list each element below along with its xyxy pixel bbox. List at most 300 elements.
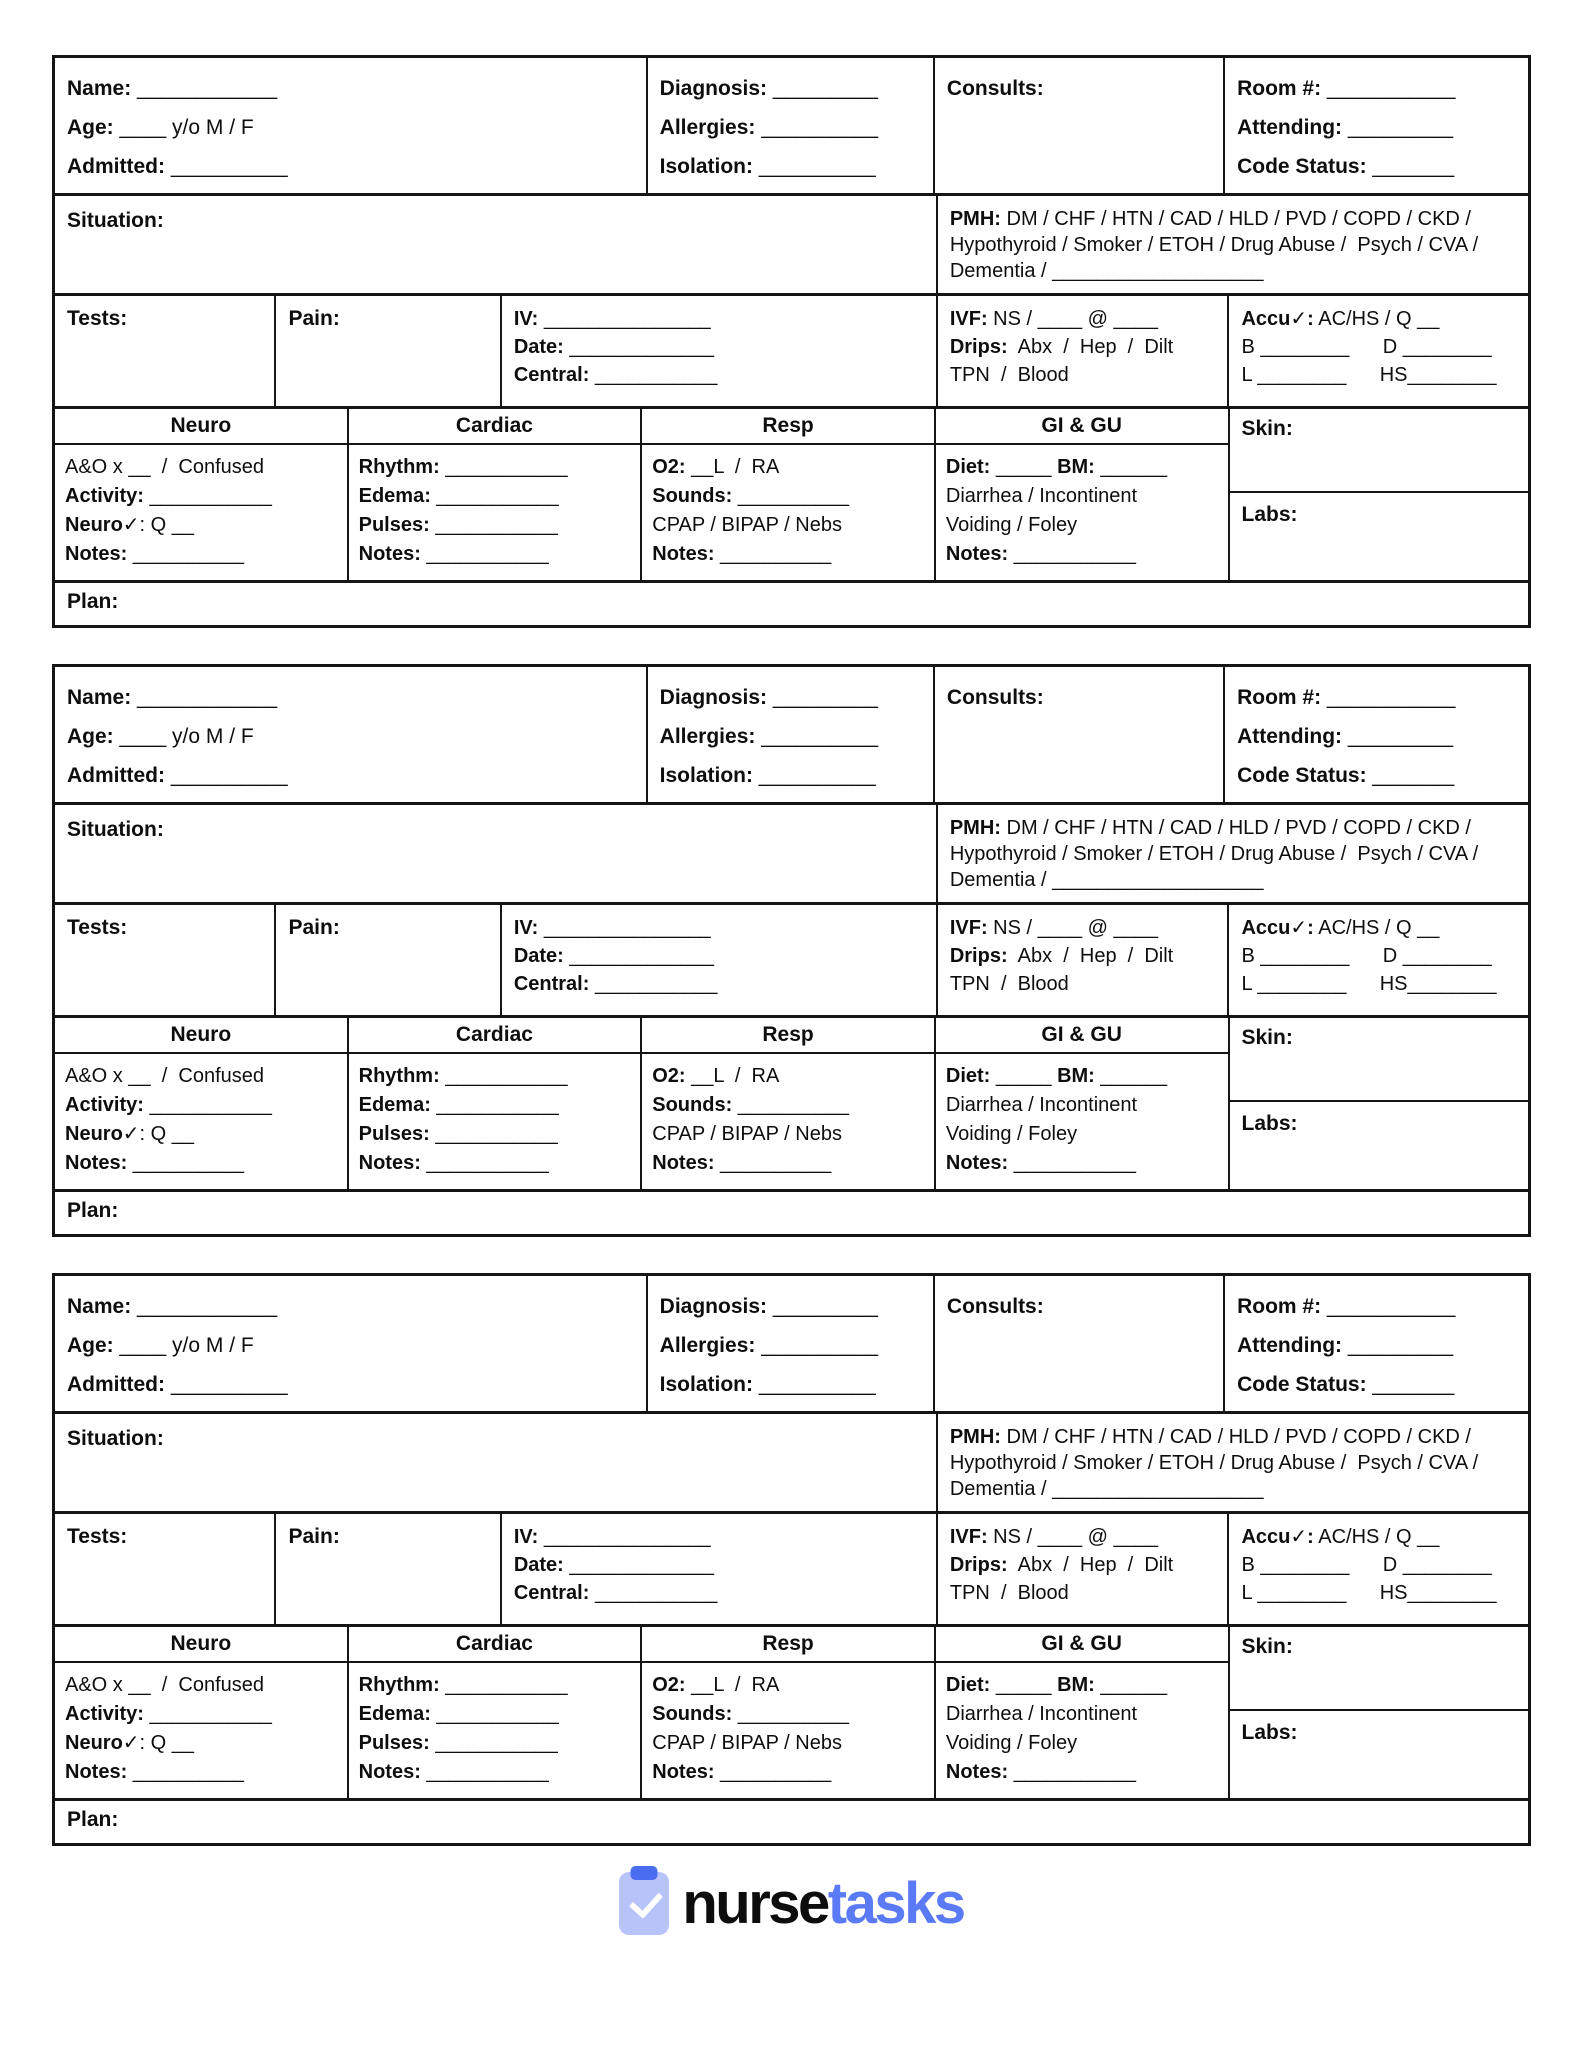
resp-body — [642, 445, 934, 577]
tpn-blood-options: TPN / Blood — [949, 973, 1069, 995]
situation-pmh-row — [55, 1414, 1528, 1514]
sounds-label: Sounds: — [652, 1094, 733, 1116]
iv-date-blank-line: _____________ — [563, 945, 714, 967]
bm-label: BM: — [1057, 456, 1095, 478]
admitted-blank-line: __________ — [165, 1373, 288, 1396]
sounds-line — [652, 1700, 924, 1729]
nursetasks-logo — [52, 1872, 1531, 1935]
pulses-line — [359, 511, 631, 540]
gigu-column — [934, 409, 1228, 580]
neuro-notes-label: Notes: — [65, 543, 128, 565]
age-label: Age: — [67, 1334, 114, 1357]
ivf-options: NS / ____ @ ____ — [987, 1526, 1159, 1548]
isolation-label: Isolation: — [659, 1373, 754, 1396]
age-options: ____ y/o M / F — [113, 725, 254, 748]
central-blank-line: ___________ — [589, 364, 718, 386]
attending-blank-line: _________ — [1342, 1334, 1454, 1357]
pmh-line — [950, 206, 1516, 284]
iv-cell — [500, 1514, 936, 1624]
accucheck-options: AC/HS / Q __ — [1313, 308, 1440, 330]
labs-label: Labs: — [1241, 503, 1298, 526]
central-blank-line: ___________ — [589, 1582, 718, 1604]
diarrhea-line — [946, 1700, 1218, 1729]
sounds-blank-line: __________ — [732, 1094, 850, 1116]
assessment-columns — [55, 1018, 1228, 1189]
consults-cell — [933, 58, 1223, 193]
drips-line — [950, 1551, 1216, 1579]
o2-options: __L / RA — [685, 1674, 780, 1696]
cardiac-notes-line — [359, 1149, 631, 1178]
ivf-line — [950, 914, 1216, 942]
room-attending-cell — [1223, 667, 1528, 802]
resp-notes-label: Notes: — [652, 1152, 715, 1174]
name-line — [67, 69, 634, 108]
pulses-blank-line: ___________ — [429, 514, 558, 536]
pmh-label: PMH: — [949, 817, 1001, 839]
diet-label: Diet: — [945, 1674, 991, 1696]
neuro-notes-line — [65, 540, 337, 569]
isolation-blank-line: __________ — [753, 155, 876, 178]
pmh-blank-line: ___________________ — [1052, 260, 1264, 282]
situation-pmh-row — [55, 805, 1528, 905]
cardiac-body — [349, 445, 641, 577]
code-status-line — [1237, 756, 1516, 795]
tests-cell — [55, 296, 274, 406]
sounds-label: Sounds: — [652, 485, 733, 507]
resp-notes-label: Notes: — [652, 543, 715, 565]
drips-label: Drips: — [949, 336, 1008, 358]
code-status-line — [1237, 1365, 1516, 1404]
tests-iv-row — [55, 296, 1528, 409]
neuro-header: Neuro — [55, 1627, 347, 1663]
situation-label: Situation: — [67, 1427, 164, 1450]
iv-cell — [500, 905, 936, 1015]
attending-line — [1237, 717, 1516, 756]
pmh-history-options: DM / CHF / HTN / CAD / HLD / PVD / COPD / CKD / Hypothyroid / Smoker / ETOH / Drug Abuse / Psych / CVA / Dementia / — [949, 817, 1484, 891]
age-line — [67, 1326, 634, 1365]
ivf-line — [950, 1523, 1216, 1551]
ivf-label: IVF: — [949, 1526, 988, 1548]
edema-line — [359, 1700, 631, 1729]
pain-cell — [274, 1514, 499, 1624]
pulses-label: Pulses: — [358, 514, 430, 536]
iv-date-blank-line: _____________ — [563, 336, 714, 358]
voiding-line — [946, 1729, 1218, 1758]
room-blank-line: ___________ — [1321, 686, 1456, 709]
accucheck-label: Accu✓: — [1241, 1526, 1314, 1548]
neuro-check-line — [65, 511, 337, 540]
pmh-blank-line: ___________________ — [1052, 1478, 1264, 1500]
diagnosis-line — [660, 69, 921, 108]
neuro-check-freq: : Q __ — [139, 1732, 195, 1754]
allergies-line — [660, 717, 921, 756]
allergies-blank-line: __________ — [755, 725, 879, 748]
iv-date-blank-line: _____________ — [563, 1554, 714, 1576]
diarrhea-options: Diarrhea / Incontinent — [945, 1094, 1138, 1116]
sounds-line — [652, 482, 924, 511]
activity-line — [65, 482, 337, 511]
pmh-line — [950, 815, 1516, 893]
gigu-notes-line — [946, 540, 1218, 569]
age-options: ____ y/o M / F — [113, 1334, 254, 1357]
pmh-label: PMH: — [949, 208, 1001, 230]
plan-label: Plan: — [67, 1808, 119, 1831]
patient-cards-container — [52, 55, 1531, 1846]
ivf-options: NS / ____ @ ____ — [987, 308, 1159, 330]
orientation-line — [65, 1062, 337, 1091]
room-line — [1237, 678, 1516, 717]
pmh-cell — [936, 196, 1528, 293]
code-status-label: Code Status: — [1237, 1373, 1367, 1396]
activity-blank-line: ___________ — [143, 485, 272, 507]
o2-label: O2: — [652, 1065, 686, 1087]
neuro-column — [55, 409, 347, 580]
age-label: Age: — [67, 725, 114, 748]
ivf-cell — [936, 296, 1228, 406]
diagnosis-cell — [646, 1276, 933, 1411]
cardiac-header: Cardiac — [349, 1627, 641, 1663]
activity-blank-line: ___________ — [143, 1703, 272, 1725]
pmh-cell — [936, 1414, 1528, 1511]
admitted-line — [67, 1365, 634, 1404]
consults-cell — [933, 1276, 1223, 1411]
pmh-line — [950, 1424, 1516, 1502]
skin-cell — [1230, 1018, 1529, 1102]
activity-line — [65, 1700, 337, 1729]
situation-cell — [55, 196, 936, 293]
cpap-line — [652, 1729, 924, 1758]
gigu-header: GI & GU — [936, 409, 1228, 445]
age-line — [67, 717, 634, 756]
cardiac-header: Cardiac — [349, 1018, 641, 1054]
iv-line — [514, 305, 924, 333]
diagnosis-blank-line: _________ — [767, 77, 878, 100]
cpap-line — [652, 511, 924, 540]
tests-line — [67, 914, 262, 942]
bm-label: BM: — [1057, 1065, 1095, 1087]
gigu-notes-label: Notes: — [945, 1761, 1009, 1783]
central-label: Central: — [513, 364, 590, 386]
assessment-columns — [55, 409, 1228, 580]
situation-cell — [55, 1414, 936, 1511]
pain-line — [288, 914, 487, 942]
pain-line — [288, 305, 487, 333]
neuro-header: Neuro — [55, 1018, 347, 1054]
neuro-notes-label: Notes: — [65, 1761, 128, 1783]
voiding-line — [946, 1120, 1218, 1149]
patient-report-card — [52, 55, 1531, 628]
neuro-check-freq: : Q __ — [139, 514, 195, 536]
cardiac-notes-blank-line: ___________ — [420, 1761, 549, 1783]
rhythm-blank-line: ___________ — [439, 1674, 568, 1696]
gigu-notes-line — [946, 1149, 1218, 1178]
isolation-line — [660, 147, 921, 186]
edema-label: Edema: — [358, 1703, 431, 1725]
consults-label: Consults: — [946, 1295, 1044, 1318]
accucheck-lhs-blanks: L ________ HS________ — [1241, 364, 1497, 386]
orientation-line — [65, 1671, 337, 1700]
diagnosis-line — [660, 678, 921, 717]
drips-line — [950, 333, 1216, 361]
plan-row — [55, 1192, 1528, 1234]
pmh-history-options: DM / CHF / HTN / CAD / HLD / PVD / COPD / CKD / Hypothyroid / Smoker / ETOH / Drug Abuse / Psych / CVA / Dementia / — [949, 1426, 1484, 1500]
isolation-label: Isolation: — [659, 155, 754, 178]
orientation-options: A&O x __ / Confused — [65, 456, 264, 478]
neuro-notes-line — [65, 1149, 337, 1178]
resp-body — [642, 1054, 934, 1186]
tests-iv-row — [55, 1514, 1528, 1627]
o2-line — [652, 1671, 924, 1700]
accucheck-lhs-line — [1241, 970, 1516, 998]
patient-report-card — [52, 1273, 1531, 1846]
iv-line — [514, 1523, 924, 1551]
age-label: Age: — [67, 116, 114, 139]
name-age-admitted-cell — [55, 58, 646, 193]
ivf-label: IVF: — [949, 308, 988, 330]
neuro-body — [55, 445, 347, 577]
skin-cell — [1230, 409, 1529, 493]
situation-line — [67, 1424, 924, 1453]
name-line — [67, 678, 634, 717]
voiding-line — [946, 511, 1218, 540]
allergies-line — [660, 1326, 921, 1365]
drips-label: Drips: — [949, 945, 1008, 967]
skin-label: Skin: — [1241, 1635, 1293, 1658]
iv-blank-line: _______________ — [538, 308, 711, 330]
central-blank-line: ___________ — [589, 973, 718, 995]
activity-label: Activity: — [65, 485, 144, 507]
accucheck-bd-line — [1241, 1551, 1516, 1579]
rhythm-blank-line: ___________ — [439, 1065, 568, 1087]
neuro-column — [55, 1018, 347, 1189]
consults-line — [947, 69, 1211, 108]
gigu-body — [936, 1663, 1228, 1795]
drips-options: Abx / Hep / Dilt — [1007, 336, 1174, 358]
gigu-notes-blank-line: ___________ — [1008, 1761, 1137, 1783]
central-line — [514, 1579, 924, 1607]
situation-cell — [55, 805, 936, 902]
rhythm-line — [359, 453, 631, 482]
patient-header-row — [55, 667, 1528, 805]
allergies-blank-line: __________ — [755, 1334, 879, 1357]
accucheck-line — [1241, 914, 1516, 942]
neuro-column — [55, 1627, 347, 1798]
accucheck-cell — [1227, 296, 1528, 406]
allergies-label: Allergies: — [659, 1334, 756, 1357]
diet-label: Diet: — [945, 456, 991, 478]
patient-report-card — [52, 664, 1531, 1237]
neuro-check-label: Neuro✓ — [65, 514, 140, 536]
pulses-blank-line: ___________ — [429, 1123, 558, 1145]
code-status-label: Code Status: — [1237, 764, 1367, 787]
diet-label: Diet: — [945, 1065, 991, 1087]
o2-options: __L / RA — [685, 1065, 780, 1087]
labs-label: Labs: — [1241, 1721, 1298, 1744]
admitted-label: Admitted: — [67, 155, 165, 178]
name-label: Name: — [67, 1295, 132, 1318]
resp-notes-line — [652, 1149, 924, 1178]
sounds-label: Sounds: — [652, 1703, 733, 1725]
iv-blank-line: _______________ — [538, 917, 711, 939]
drips-label: Drips: — [949, 1554, 1008, 1576]
room-number-label: Room #: — [1237, 1295, 1322, 1318]
labs-cell — [1230, 493, 1529, 580]
gigu-notes-label: Notes: — [945, 543, 1009, 565]
resp-notes-line — [652, 540, 924, 569]
skin-labs-column — [1228, 1018, 1529, 1189]
labs-cell — [1230, 1711, 1529, 1798]
code-status-label: Code Status: — [1237, 155, 1367, 178]
edema-blank-line: ___________ — [430, 1703, 559, 1725]
isolation-line — [660, 756, 921, 795]
tests-cell — [55, 1514, 274, 1624]
orientation-options: A&O x __ / Confused — [65, 1065, 264, 1087]
pulses-line — [359, 1729, 631, 1758]
attending-blank-line: _________ — [1342, 725, 1454, 748]
accucheck-lhs-blanks: L ________ HS________ — [1241, 973, 1497, 995]
allergies-label: Allergies: — [659, 116, 756, 139]
room-blank-line: ___________ — [1321, 1295, 1456, 1318]
skin-labs-column — [1228, 409, 1529, 580]
pulses-blank-line: ___________ — [429, 1732, 558, 1754]
attending-label: Attending: — [1237, 116, 1343, 139]
diagnosis-label: Diagnosis: — [659, 1295, 768, 1318]
room-line — [1237, 1287, 1516, 1326]
iv-date-label: Date: — [513, 945, 564, 967]
tests-label: Tests: — [67, 916, 128, 939]
cardiac-notes-blank-line: ___________ — [420, 543, 549, 565]
neuro-notes-blank-line: __________ — [127, 1152, 245, 1174]
name-blank-line: ____________ — [131, 686, 278, 709]
iv-line — [514, 914, 924, 942]
edema-blank-line: ___________ — [430, 485, 559, 507]
age-options: ____ y/o M / F — [113, 116, 254, 139]
edema-line — [359, 1091, 631, 1120]
gigu-body — [936, 1054, 1228, 1186]
skin-cell — [1230, 1627, 1529, 1711]
assessment-columns — [55, 1627, 1228, 1798]
patient-header-row — [55, 58, 1528, 196]
rhythm-label: Rhythm: — [358, 1674, 440, 1696]
ivf-cell — [936, 905, 1228, 1015]
admitted-line — [67, 756, 634, 795]
cpap-options: CPAP / BIPAP / Nebs — [652, 1123, 842, 1145]
o2-line — [652, 1062, 924, 1091]
accucheck-options: AC/HS / Q __ — [1313, 917, 1440, 939]
gigu-header: GI & GU — [936, 1627, 1228, 1663]
neuro-check-label: Neuro✓ — [65, 1123, 140, 1145]
plan-row — [55, 583, 1528, 625]
cardiac-header: Cardiac — [349, 409, 641, 445]
admitted-label: Admitted: — [67, 764, 165, 787]
o2-options: __L / RA — [685, 456, 780, 478]
neuro-check-label: Neuro✓ — [65, 1732, 140, 1754]
central-label: Central: — [513, 1582, 590, 1604]
assessment-row — [55, 1627, 1528, 1801]
room-number-label: Room #: — [1237, 686, 1322, 709]
accucheck-line — [1241, 305, 1516, 333]
code-status-blank-line: _______ — [1366, 1373, 1455, 1396]
pain-label: Pain: — [288, 1525, 340, 1548]
resp-notes-blank-line: __________ — [714, 1761, 832, 1783]
consults-line — [947, 1287, 1211, 1326]
rhythm-label: Rhythm: — [358, 456, 440, 478]
gigu-notes-label: Notes: — [945, 1152, 1009, 1174]
pulses-label: Pulses: — [358, 1732, 430, 1754]
accucheck-bd-blanks: B ________ D ________ — [1241, 336, 1492, 358]
diet-blank-line: _____ — [990, 1674, 1058, 1696]
pmh-history-options: DM / CHF / HTN / CAD / HLD / PVD / COPD / CKD / Hypothyroid / Smoker / ETOH / Drug Abuse / Psych / CVA / Dementia / — [949, 208, 1484, 282]
accucheck-lhs-line — [1241, 1579, 1516, 1607]
edema-line — [359, 482, 631, 511]
attending-label: Attending: — [1237, 725, 1343, 748]
accucheck-label: Accu✓: — [1241, 917, 1314, 939]
neuro-notes-blank-line: __________ — [127, 1761, 245, 1783]
diagnosis-label: Diagnosis: — [659, 686, 768, 709]
accucheck-bd-line — [1241, 942, 1516, 970]
assessment-row — [55, 409, 1528, 583]
situation-line — [67, 815, 924, 844]
drips-options: Abx / Hep / Dilt — [1007, 1554, 1174, 1576]
consults-cell — [933, 667, 1223, 802]
bm-blank-line: ______ — [1094, 1674, 1168, 1696]
tests-label: Tests: — [67, 1525, 128, 1548]
skin-labs-column — [1228, 1627, 1529, 1798]
cardiac-notes-line — [359, 540, 631, 569]
plan-row — [55, 1801, 1528, 1843]
resp-notes-blank-line: __________ — [714, 1152, 832, 1174]
bm-blank-line: ______ — [1094, 456, 1168, 478]
activity-label: Activity: — [65, 1703, 144, 1725]
situation-pmh-row — [55, 196, 1528, 296]
o2-label: O2: — [652, 456, 686, 478]
gigu-notes-blank-line: ___________ — [1008, 1152, 1137, 1174]
pain-label: Pain: — [288, 916, 340, 939]
diet-blank-line: _____ — [990, 1065, 1058, 1087]
room-blank-line: ___________ — [1321, 77, 1456, 100]
pain-label: Pain: — [288, 307, 340, 330]
accucheck-bd-line — [1241, 333, 1516, 361]
resp-column — [640, 1627, 934, 1798]
cardiac-column — [347, 1018, 641, 1189]
resp-notes-blank-line: __________ — [714, 543, 832, 565]
edema-label: Edema: — [358, 1094, 431, 1116]
accucheck-lhs-line — [1241, 361, 1516, 389]
attending-blank-line: _________ — [1342, 116, 1454, 139]
cardiac-notes-label: Notes: — [358, 1761, 421, 1783]
accucheck-options: AC/HS / Q __ — [1313, 1526, 1440, 1548]
pain-cell — [274, 296, 499, 406]
pain-cell — [274, 905, 499, 1015]
accucheck-cell — [1227, 1514, 1528, 1624]
assessment-row — [55, 1018, 1528, 1192]
gigu-column — [934, 1018, 1228, 1189]
neuro-body — [55, 1663, 347, 1795]
tpn-blood-options: TPN / Blood — [949, 364, 1069, 386]
orientation-options: A&O x __ / Confused — [65, 1674, 264, 1696]
iv-date-line — [514, 333, 924, 361]
room-number-label: Room #: — [1237, 77, 1322, 100]
code-status-blank-line: _______ — [1366, 155, 1455, 178]
accucheck-bd-blanks: B ________ D ________ — [1241, 945, 1492, 967]
pmh-cell — [936, 805, 1528, 902]
neuro-check-line — [65, 1729, 337, 1758]
iv-blank-line: _______________ — [538, 1526, 711, 1548]
accucheck-line — [1241, 1523, 1516, 1551]
name-label: Name: — [67, 686, 132, 709]
resp-notes-line — [652, 1758, 924, 1787]
central-line — [514, 361, 924, 389]
